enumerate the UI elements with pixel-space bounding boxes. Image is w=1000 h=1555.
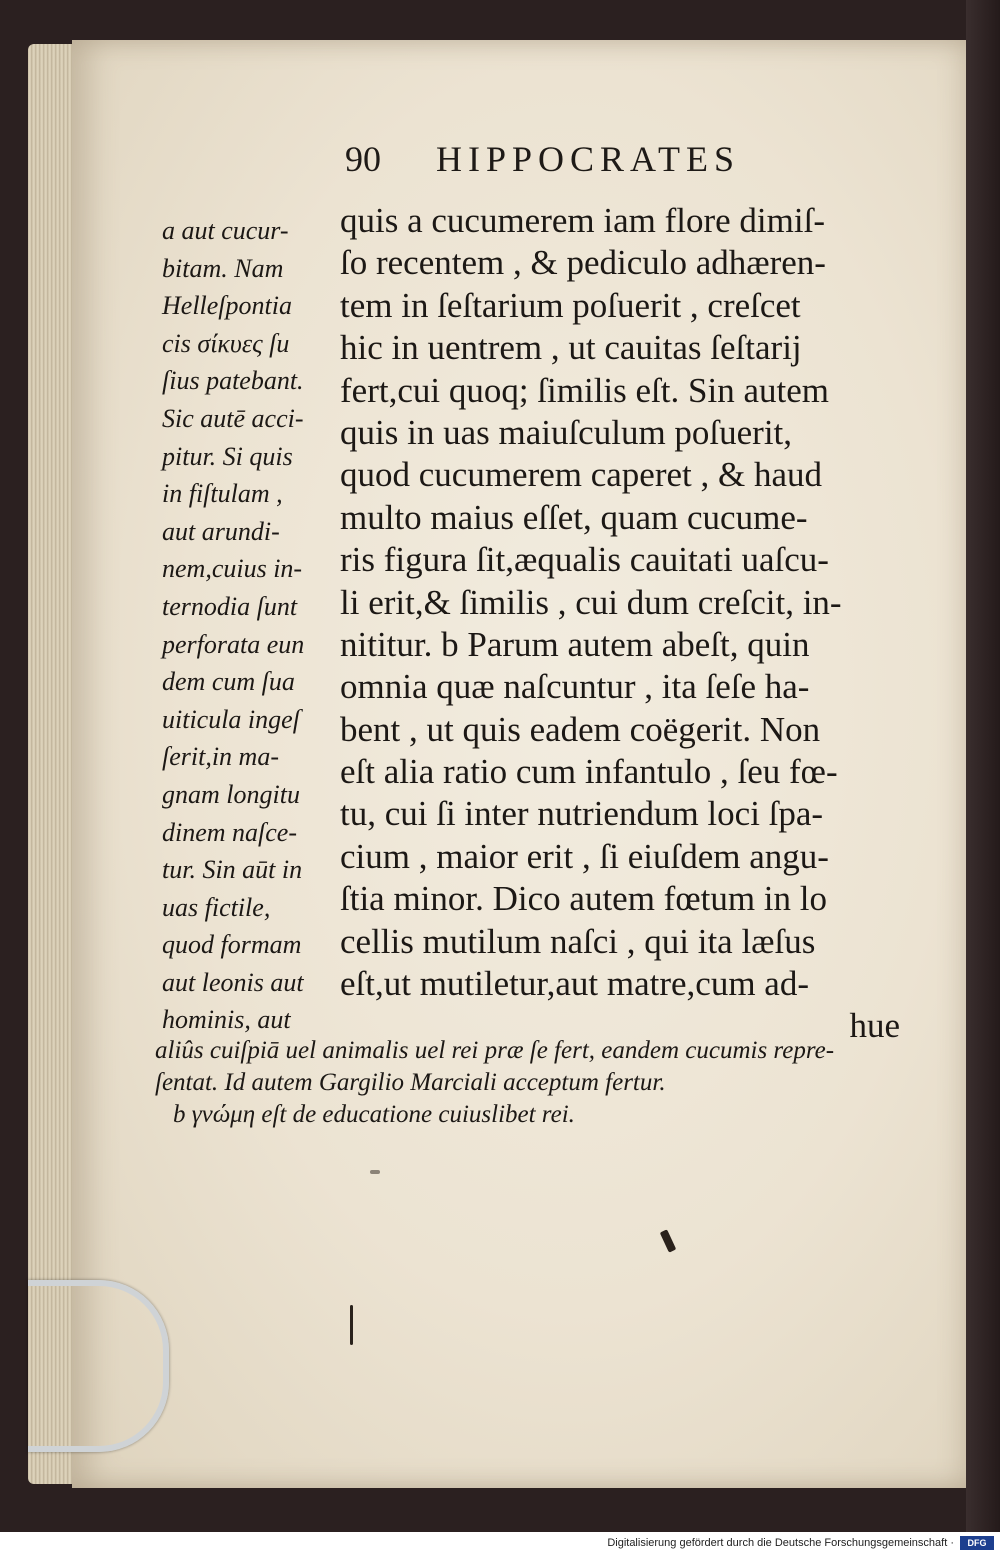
text-line: nititur. b Parum autem abeſt, quin (340, 624, 810, 664)
margin-line: ſius patebant. (162, 366, 304, 396)
margin-line: ſerit,in ma- (162, 742, 279, 772)
banner-text: Digitalisierung gefördert durch die Deutsche Forschungsgemeinschaft · (607, 1537, 954, 1549)
text-line: eſt,ut mutiletur,aut matre,cum ad- (340, 964, 809, 1004)
text-line: quod cucumerem caperet , & haud (340, 455, 823, 495)
margin-line: tur. Sin aūt in (162, 855, 303, 885)
ink-speck (350, 1305, 353, 1345)
text-line: cium , maior erit , ſi eiuſdem angu- (340, 836, 829, 876)
margin-line: uiticula ingeſ (162, 704, 300, 734)
book-binding (966, 0, 1000, 1532)
margin-line: in fiſtulam , (162, 479, 283, 509)
margin-note (162, 212, 332, 1039)
margin-line: gnam longitu (162, 779, 300, 809)
margin-line: hominis, aut (162, 1005, 291, 1035)
text-line: quis in uas maiuſculum poſuerit, (340, 412, 793, 452)
margin-line: aut arundi- (162, 516, 280, 546)
catchword: hue (849, 1006, 900, 1046)
text-line: hic in uentrem , ut cauitas ſeſtarij (340, 328, 802, 368)
margin-line: Sic autē acci- (162, 403, 304, 433)
margin-line: aut leonis aut (162, 967, 304, 997)
page-number: 90 (345, 139, 381, 179)
text-line: tem in ſeſtarium poſuerit , creſcet (340, 285, 801, 325)
footnotes (155, 1035, 915, 1131)
ink-speck (370, 1170, 380, 1174)
margin-line: a aut cucur- (162, 216, 289, 245)
margin-line: quod formam (162, 930, 302, 960)
text-line: eſt alia ratio cum infantulo , ſeu fœ- (340, 752, 838, 792)
text-line: ſtia minor. Dico autem fœtum in lo (340, 879, 828, 919)
main-text (340, 200, 910, 1048)
footnote-line: b γνώμη eſt de educatione cuiuslibet rei. (173, 1101, 575, 1128)
text-line: ſo recentem , & pediculo adhæren- (340, 243, 826, 283)
text-line: omnia quæ naſcuntur , ita ſeſe ha- (340, 667, 810, 707)
text-line: tu, cui ſi inter nutriendum loci ſpa- (340, 794, 824, 834)
margin-line: dinem naſce- (162, 817, 298, 847)
running-header (345, 138, 740, 180)
text-line: ris figura ſit,æqualis cauitati uaſcu- (340, 540, 829, 580)
text-line: multo maius eſſet, quam cucume- (340, 497, 808, 537)
running-title: HIPPOCRATES (436, 139, 741, 179)
margin-line: cis σίκυες ſu (162, 328, 290, 358)
margin-line: perforata eun (162, 629, 305, 659)
text-line: fert,cui quoq; ſimilis eſt. Sin autem (340, 370, 829, 410)
text-line: quis a cucumerem iam flore dimiſ- (340, 201, 825, 240)
margin-line: bitam. Nam (162, 253, 284, 283)
text-line: bent , ut quis eadem coëgerit. Non (340, 709, 821, 749)
footnote-line: ſentat. Id autem Gargilio Marciali acceptum fertur. (155, 1069, 666, 1096)
margin-line: dem cum ſua (162, 667, 295, 697)
margin-line: Helleſpontia (162, 291, 292, 321)
margin-line: nem,cuius in- (162, 554, 303, 584)
footnote-line: aliûs cuiſpiā uel animalis uel rei præ ſe fert, eandem cucumis repre- (155, 1037, 835, 1064)
margin-line: uas fictile, (162, 892, 271, 922)
funding-banner (0, 1532, 1000, 1555)
text-line: li erit,& ſimilis , cui dum creſcit, in- (340, 582, 842, 622)
margin-line: pitur. Si quis (162, 441, 293, 471)
book-page-edges (28, 44, 76, 1484)
text-line: cellis mutilum naſci , qui ita læſus (340, 921, 816, 961)
paper-clip (28, 1280, 169, 1452)
margin-line: ternodia ſunt (162, 591, 298, 621)
dfg-logo: DFG (960, 1536, 994, 1550)
